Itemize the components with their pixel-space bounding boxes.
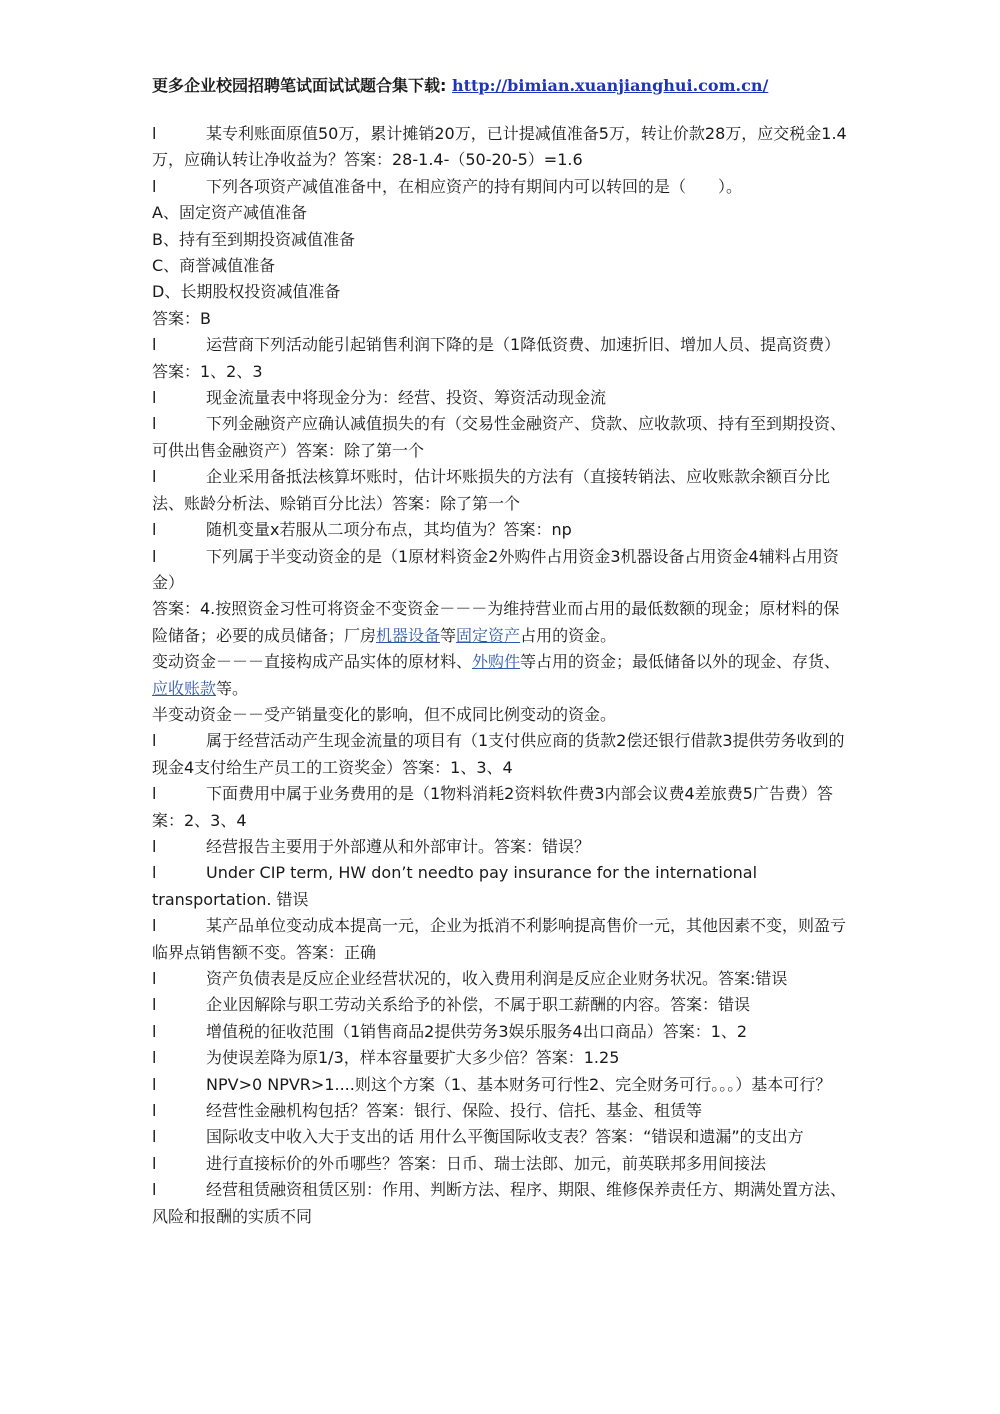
bullet-text: 某专利账面原值50万，累计摊销20万，已计提减值准备5万，转让价款28万，应交税金1.4万，应确认转让净收益为？答案：28-1.4-（50-20-5）=1.6 bbox=[152, 124, 847, 170]
bullet-item bbox=[152, 1045, 852, 1071]
bullet-marker: l bbox=[152, 1074, 157, 1094]
bullet-item bbox=[152, 913, 852, 966]
paragraph-text: 占用的资金。 bbox=[520, 625, 617, 645]
bullet-text: NPV>0 NPVR>1....则这个方案（1、基本财务可行性2、完全财务可行。。。）基本可行？ bbox=[206, 1074, 832, 1094]
bullet-marker: l bbox=[152, 1101, 157, 1121]
bullet-text: 经营报告主要用于外部遵从和外部审计。答案：错误？ bbox=[206, 836, 591, 856]
bullet-text: 随机变量x若服从二项分布点，其均值为？答案：np bbox=[206, 520, 572, 540]
bullet-text: 下列各项资产减值准备中，在相应资产的持有期间内可以转回的是（ ）。 bbox=[206, 176, 743, 196]
bullet-item bbox=[152, 1072, 852, 1098]
inline-link[interactable]: 外购件 bbox=[472, 652, 521, 672]
bullet-marker: l bbox=[152, 520, 157, 540]
bullet-item bbox=[152, 411, 852, 464]
bullet-text: 经营性金融机构包括？答案：银行、保险、投行、信托、基金、租赁等 bbox=[206, 1101, 703, 1121]
bullet-text: 增值税的征收范围（1销售商品2提供劳务3娱乐服务4出口商品）答案：1、2 bbox=[206, 1021, 748, 1041]
inline-link[interactable]: 机器设备 bbox=[376, 625, 441, 645]
bullet-item bbox=[152, 860, 852, 913]
bullet-marker: l bbox=[152, 836, 157, 856]
bullet-marker: l bbox=[152, 1048, 157, 1068]
paragraph: 答案：B bbox=[152, 308, 211, 328]
paragraph bbox=[152, 596, 852, 649]
bullet-marker: l bbox=[152, 176, 157, 196]
bullet-item bbox=[152, 121, 852, 174]
paragraph-text: 等。 bbox=[216, 678, 249, 698]
bullet-marker: l bbox=[152, 1180, 157, 1200]
bullet-marker: l bbox=[152, 335, 157, 355]
paragraph-text: 等占用的资金；最低储备以外的现金、存货、 bbox=[520, 652, 841, 672]
header-link[interactable]: http://bimian.xuanjianghui.com.cn/ bbox=[451, 76, 769, 95]
bullet-item bbox=[152, 464, 852, 517]
bullet-item bbox=[152, 174, 852, 200]
bullet-item bbox=[152, 728, 852, 781]
paragraph: B、持有至到期投资减值准备 bbox=[152, 229, 355, 249]
bullet-text: 经营租赁融资租赁区别：作用、判断方法、程序、期限、维修保养责任方、期满处置方法、风险和报酬的实质不同 bbox=[152, 1180, 847, 1226]
paragraph-text: 变动资金－－－直接构成产品实体的原材料、 bbox=[152, 652, 473, 672]
bullet-marker: l bbox=[152, 969, 157, 988]
paragraph-text: 等 bbox=[440, 625, 457, 645]
bullet-item bbox=[152, 517, 852, 543]
bullet-marker: l bbox=[152, 916, 157, 936]
bullet-marker: l bbox=[152, 388, 157, 408]
bullet-marker: l bbox=[152, 124, 157, 143]
header-text: 更多企业校园招聘笔试面试试题合集下载: bbox=[152, 76, 452, 95]
bullet-item bbox=[152, 385, 852, 411]
bullet-item bbox=[152, 1177, 852, 1230]
inline-link[interactable]: 固定资产 bbox=[456, 625, 521, 645]
bullet-text: 下列属于半变动资金的是（1原材料资金2外购件占用资金3机器设备占用资金4辅料占用资金） bbox=[152, 546, 839, 592]
bullet-marker: l bbox=[152, 731, 157, 751]
bullet-text: 运营商下列活动能引起销售利润下降的是（1降低资费、加速折旧、增加人员、提高资费）答案：1、2、3 bbox=[152, 335, 841, 381]
bullet-text: 下面费用中属于业务费用的是（1物料消耗2资料软件费3内部会议费4差旅费5广告费）答案：2、3、4 bbox=[152, 784, 833, 830]
bullet-text: 现金流量表中将现金分为：经营、投资、筹资活动现金流 bbox=[206, 388, 607, 408]
bullet-item bbox=[152, 1124, 852, 1150]
bullet-item bbox=[152, 834, 852, 860]
bullet-item bbox=[152, 1098, 852, 1124]
bullet-item bbox=[152, 544, 852, 597]
bullet-item bbox=[152, 1019, 852, 1045]
paragraph: C、商誉减值准备 bbox=[152, 256, 276, 276]
document-body bbox=[152, 121, 852, 1230]
bullet-text: 属于经营活动产生现金流量的项目有（1支付供应商的货款2偿还银行借款3提供劳务收到的现金4支付给生产员工的工资奖金）答案：1、3、4 bbox=[152, 731, 845, 777]
bullet-item bbox=[152, 781, 852, 834]
bullet-marker: l bbox=[152, 414, 157, 434]
bullet-text: 企业因解除与职工劳动关系给予的补偿，不属于职工薪酬的内容。答案：错误 bbox=[206, 995, 751, 1015]
bullet-marker: l bbox=[152, 546, 157, 566]
bullet-item bbox=[152, 992, 852, 1018]
paragraph: 半变动资金－－受产销量变化的影响，但不成同比例变动的资金。 bbox=[152, 704, 617, 724]
bullet-item bbox=[152, 332, 852, 385]
paragraph bbox=[152, 649, 852, 702]
paragraph: A、固定资产减值准备 bbox=[152, 203, 307, 223]
bullet-text: 国际收支中收入大于支出的话 用什么平衡国际收支表？答案：“错误和遗漏”的支出方 bbox=[206, 1127, 804, 1147]
page-header bbox=[152, 73, 768, 96]
bullet-text: 企业采用备抵法核算坏账时，估计坏账损失的方法有（直接转销法、应收账款余额百分比法、账龄分析法、赊销百分比法）答案：除了第一个 bbox=[152, 467, 831, 513]
bullet-marker: l bbox=[152, 1153, 157, 1173]
bullet-text: 资产负债表是反应企业经营状况的，收入费用利润是反应企业财务状况。答案:错误 bbox=[206, 969, 788, 988]
paragraph: D、长期股权投资减值准备 bbox=[152, 282, 341, 302]
paragraph-text: 答案：4.按照资金习性可将资金不变资金－－－为维持营业而占用的最低数额的现金；原材料的保险储备；必要的成员储备；厂房 bbox=[152, 599, 840, 645]
bullet-text: 进行直接标价的外币哪些？答案：日币、瑞士法郎、加元，前英联邦多用间接法 bbox=[206, 1153, 767, 1173]
bullet-item bbox=[152, 1151, 852, 1177]
bullet-marker: l bbox=[152, 784, 157, 804]
bullet-text: 下列金融资产应确认减值损失的有（交易性金融资产、贷款、应收款项、持有至到期投资、可供出售金融资产）答案：除了第一个 bbox=[152, 414, 847, 460]
bullet-text: 为使误差降为原1/3，样本容量要扩大多少倍？答案：1.25 bbox=[206, 1048, 620, 1068]
bullet-marker: l bbox=[152, 863, 157, 883]
bullet-marker: l bbox=[152, 1021, 157, 1041]
bullet-text: Under CIP term, HW don’t needto pay insurance for the international transportation. 错误 bbox=[152, 863, 758, 909]
bullet-marker: l bbox=[152, 467, 157, 487]
bullet-marker: l bbox=[152, 995, 157, 1015]
inline-link[interactable]: 应收账款 bbox=[152, 678, 217, 698]
bullet-text: 某产品单位变动成本提高一元，企业为抵消不利影响提高售价一元，其他因素不变，则盈亏临界点销售额不变。答案：正确 bbox=[152, 916, 847, 962]
bullet-marker: l bbox=[152, 1127, 157, 1147]
bullet-item bbox=[152, 966, 852, 992]
